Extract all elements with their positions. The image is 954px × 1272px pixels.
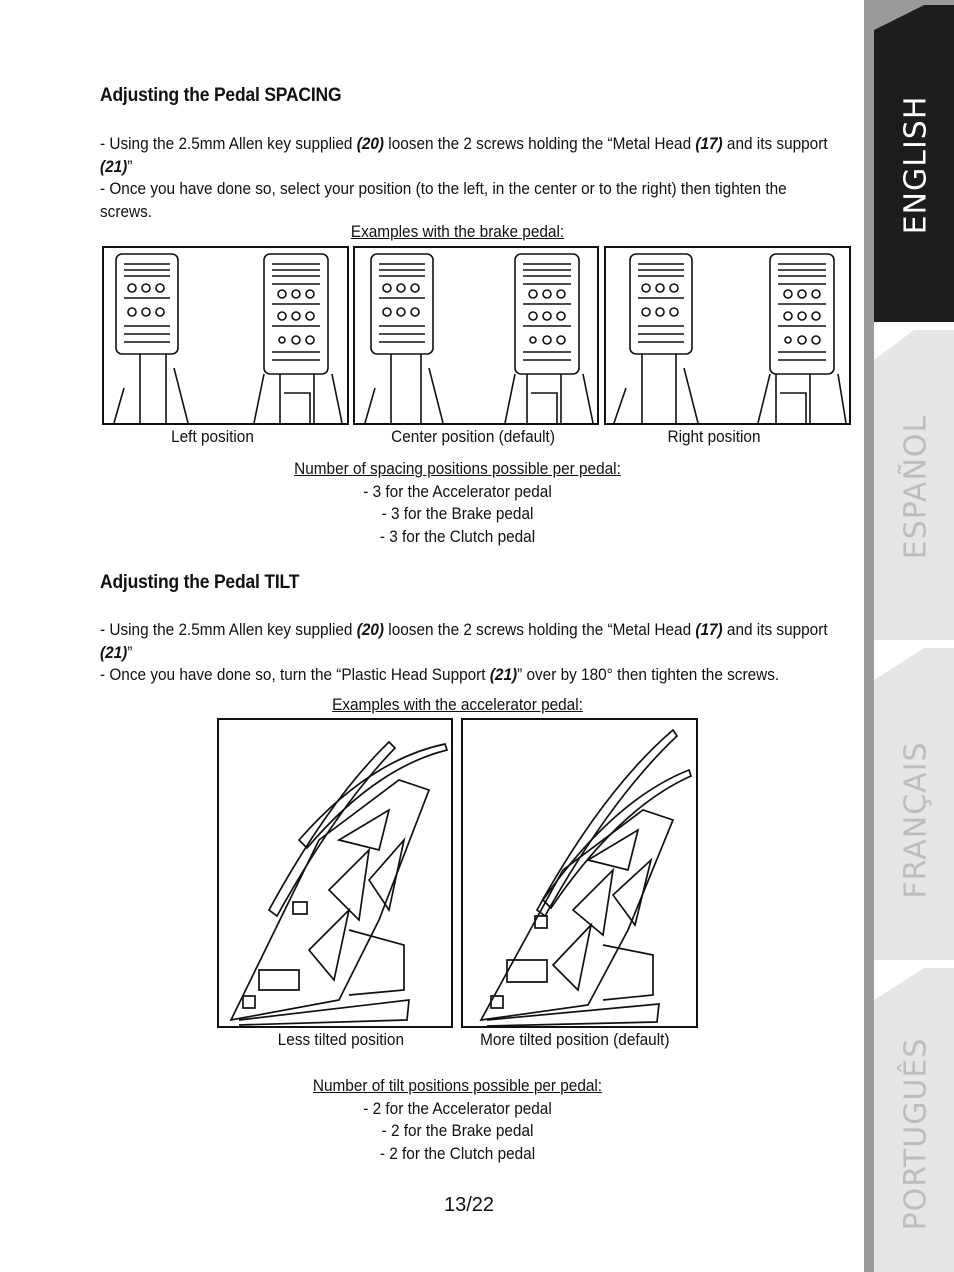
brake-pedal-left-figure	[102, 246, 349, 425]
caption-more-tilted: More tilted position (default)	[480, 1031, 670, 1049]
caption-center-position: Center position (default)	[391, 428, 555, 446]
spacing-count-item: - 3 for the Accelerator pedal	[363, 482, 552, 501]
spacing-count-item: - 3 for the Brake pedal	[381, 505, 534, 523]
spacing-step-2: - Once you have done so, select your position (to the left, in the center or to the right) then tighten the screws.	[100, 180, 787, 221]
caption-less-tilted: Less tilted position	[277, 1031, 404, 1049]
caption-right-position: Right position	[667, 428, 761, 446]
spacing-examples-label: Examples with the brake pedal:	[350, 223, 565, 241]
spacing-heading: Adjusting the Pedal SPACING	[100, 85, 342, 106]
tab-portugues[interactable]	[864, 962, 954, 1272]
pedal-illustration	[606, 248, 849, 423]
spacing-step-1: - Using the 2.5mm Allen key supplied (20) loosen the 2 screws holding the “Metal Head (17) and its support (21)”	[100, 135, 828, 176]
tab-francais[interactable]	[864, 642, 954, 962]
tilt-count-title: Number of tilt positions possible per pedal:	[312, 1077, 603, 1095]
tilt-instructions	[100, 619, 844, 687]
accelerator-more-tilted-figure	[461, 718, 698, 1028]
language-tab-strip	[864, 0, 954, 1272]
tab-espanol-label: ESPAÑOL	[898, 414, 934, 560]
page-number: 13/22	[444, 1194, 495, 1216]
caption-left-position: Left position	[171, 428, 254, 446]
brake-pedal-right-figure	[604, 246, 851, 425]
pedal-illustration	[104, 248, 347, 423]
spacing-count-title: Number of spacing positions possible per pedal:	[294, 460, 621, 478]
tilt-count-item: - 2 for the Brake pedal	[381, 1122, 534, 1140]
tilt-count-item: - 2 for the Clutch pedal	[379, 1144, 536, 1163]
tilt-step-1: - Using the 2.5mm Allen key supplied (20) loosen the 2 screws holding the “Metal Head (17) and its support (21)”	[100, 621, 828, 662]
tilt-heading: Adjusting the Pedal TILT	[100, 572, 300, 593]
accelerator-less-tilted-figure	[217, 718, 453, 1028]
tab-francais-label: FRANÇAIS	[898, 741, 934, 899]
pedal-illustration	[219, 720, 451, 1026]
tab-english[interactable]	[864, 0, 954, 325]
tilt-count-item: - 2 for the Accelerator pedal	[363, 1099, 552, 1118]
spacing-positions-list	[274, 458, 641, 548]
brake-pedal-center-figure	[353, 246, 599, 425]
tab-english-label: ENGLISH	[898, 95, 934, 235]
pedal-illustration	[463, 720, 696, 1026]
tilt-positions-list	[288, 1075, 627, 1165]
tilt-examples-label: Examples with the accelerator pedal:	[332, 696, 583, 714]
spacing-count-item: - 3 for the Clutch pedal	[379, 527, 536, 546]
tab-portugues-label: PORTUGUÊS	[898, 1037, 934, 1231]
tab-espanol[interactable]	[864, 325, 954, 642]
tilt-step-2: - Once you have done so, turn the “Plastic Head Support (21)” over by 180° then tighten the screws.	[100, 666, 780, 684]
spacing-instructions	[100, 133, 835, 223]
pedal-illustration	[355, 248, 597, 423]
